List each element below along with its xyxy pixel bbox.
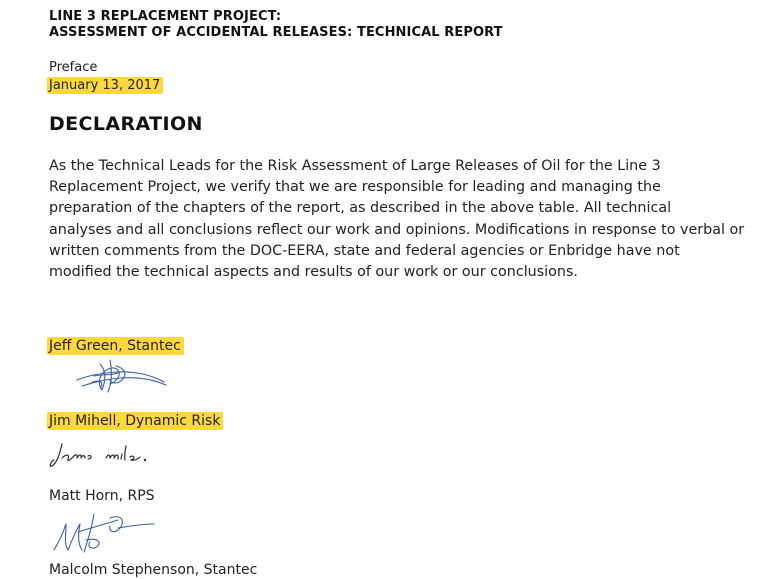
signature-jim-mihell <box>48 440 158 470</box>
paragraph-line: preparation of the chapters of the report, as described in the above table. All technical <box>49 200 672 217</box>
signatory-name-jim-mihell <box>49 413 223 429</box>
declaration-paragraph <box>49 156 764 283</box>
paragraph-line: modified the technical aspects and results of our work or our conclusions. <box>49 264 578 281</box>
report-title-line-1: LINE 3 REPLACEMENT PROJECT: <box>49 9 282 24</box>
section-label: Preface <box>49 60 98 75</box>
highlighted-name: Jeff Green, Stantec <box>47 337 184 355</box>
paragraph-line: Replacement Project, we verify that we are responsible for leading and managing the <box>49 179 661 196</box>
signatory-name-matt-horn: Matt Horn, RPS <box>49 488 155 504</box>
report-date <box>49 78 163 93</box>
signature-matt-horn <box>50 510 160 556</box>
paragraph-line: As the Technical Leads for the Risk Assessment of Large Releases of Oil for the Line 3 <box>49 158 661 174</box>
paragraph-line: written comments from the DOC-EERA, state and federal agencies or Enbridge have not <box>49 242 680 259</box>
signatory-name-malcolm-stephenson: Malcolm Stephenson, Stantec <box>49 562 258 578</box>
report-title-line-2: ASSESSMENT OF ACCIDENTAL RELEASES: TECHNICAL REPORT <box>49 25 503 40</box>
signatory-name-jeff-green <box>49 338 184 354</box>
declaration-heading: DECLARATION <box>49 113 203 135</box>
paragraph-line: analyses and all conclusions reflect our work and opinions. Modifications in response to verbal or <box>49 221 745 238</box>
highlighted-name: Jim Mihell, Dynamic Risk <box>47 412 223 430</box>
highlighted-date: January 13, 2017 <box>47 77 163 94</box>
signature-jeff-green <box>72 356 172 396</box>
